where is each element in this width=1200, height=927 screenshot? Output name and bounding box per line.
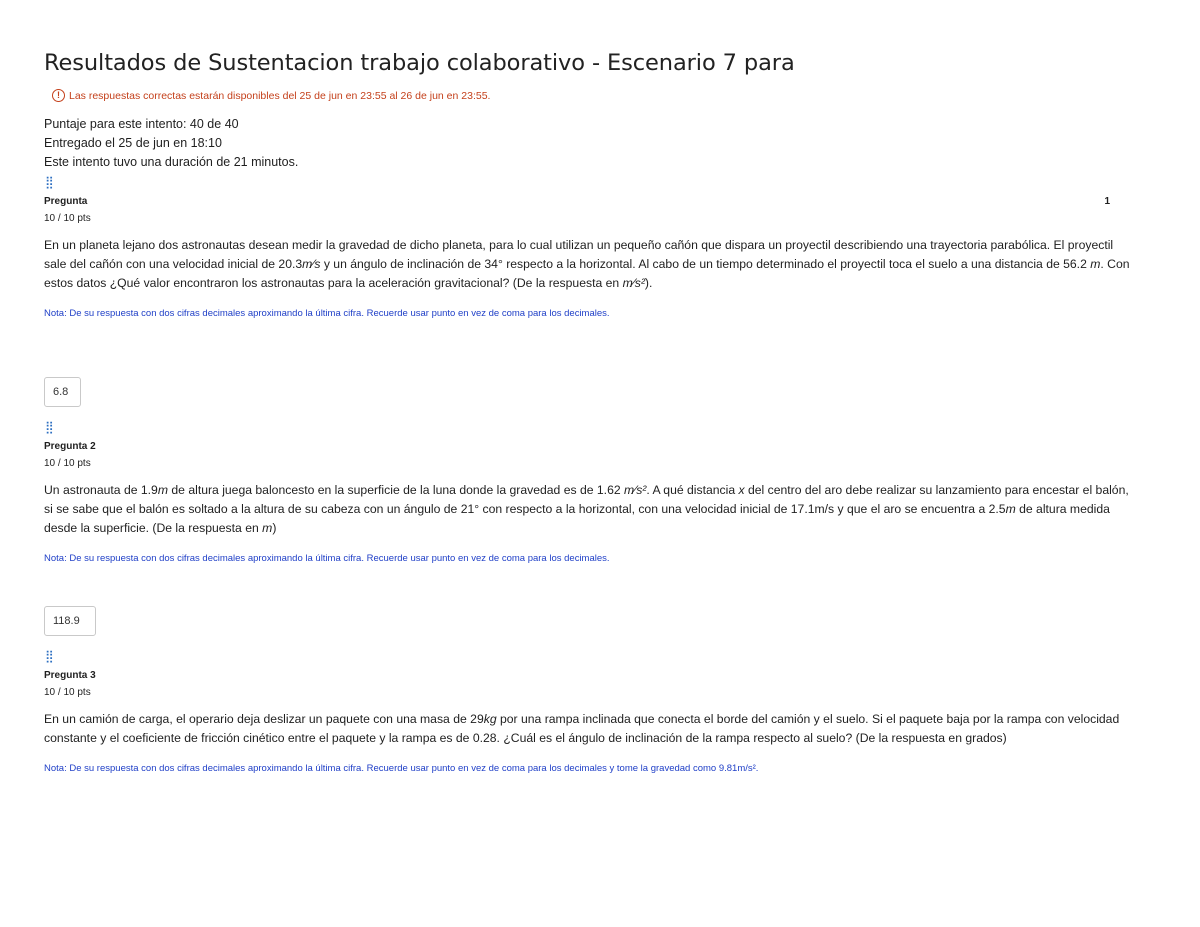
score-text: Puntaje para este intento: 40 de 40	[44, 117, 239, 131]
warning-icon: !	[52, 89, 65, 102]
question-text: En un camión de carga, el operario deja deslizar un paquete con una masa de 29kg por una rampa inclinada que conecta el borde del camión y el suelo. Si el paquete baja por la rampa con velocidad constante y el coeficiente de fricción cinético entre el paquete y la rampa es de 0.28. ¿Cuál es el ángulo de inclinación de la rampa respecto al suelo? (De la respuesta en grados)	[44, 712, 1120, 745]
submitted-text: Entregado el 25 de jun en 18:10	[44, 136, 222, 150]
duration-text: Este intento tuvo una duración de 21 minutos.	[44, 155, 299, 169]
question-points: 10 / 10 pts	[44, 213, 91, 224]
question-number: 1	[1104, 196, 1110, 207]
question-points: 10 / 10 pts	[44, 687, 91, 698]
question-note: Nota: De su respuesta con dos cifras decimales aproximando la última cifra. Recuerde usar punto en vez de coma para los decimales.	[44, 308, 610, 319]
drag-handle-icon[interactable]: ⣿	[45, 175, 53, 189]
question-label: Pregunta 2	[44, 441, 96, 452]
question-text: En un planeta lejano dos astronautas desean medir la gravedad de dicho planeta, para lo cual utilizan un pequeño cañón que dispara un proyectil describiendo una trayectoria parabólica. El proyectil sale del cañón con una velocidad inicial de 20.3m⁄s y un ángulo de inclinación de 34° respecto a la horizontal. Al cabo de un tiempo determinado el proyectil toca el suelo a una distancia de 56.2 m. Con estos datos ¿Qué valor encontraron los astronautas para la aceleración gravitacional? (De la respuesta en m⁄s²).	[44, 238, 1130, 290]
question-label: Pregunta 3	[44, 670, 96, 681]
question-points: 10 / 10 pts	[44, 458, 91, 469]
drag-handle-icon[interactable]: ⣿	[45, 420, 53, 434]
question-label: Pregunta	[44, 196, 88, 207]
answer-field[interactable]: 118.9	[44, 606, 96, 636]
drag-handle-icon[interactable]: ⣿	[45, 649, 53, 663]
answer-field[interactable]: 6.8	[44, 377, 81, 407]
notice-text: Las respuestas correctas estarán disponibles del 25 de jun en 23:55 al 26 de jun en 23:55.	[69, 89, 491, 102]
answers-availability-notice	[52, 89, 490, 102]
question-note: Nota: De su respuesta con dos cifras decimales aproximando la última cifra. Recuerde usar punto en vez de coma para los decimales.	[44, 553, 610, 564]
question-note: Nota: De su respuesta con dos cifras decimales aproximando la última cifra. Recuerde usar punto en vez de coma para los decimales y tome la gravedad como 9.81m/s².	[44, 763, 759, 774]
page-title: Resultados de Sustentacion trabajo colaborativo - Escenario 7 para	[44, 50, 795, 76]
question-text: Un astronauta de 1.9m de altura juega baloncesto en la superficie de la luna donde la gravedad es de 1.62 m⁄s². A qué distancia x del centro del aro debe realizar su lanzamiento para encestar el balón, si se sabe que el balón es soltado a la altura de su cabeza con un ángulo de 21° con respecto a la horizontal, con una velocidad inicial de 17.1m/s y que el aro se encuentra a 2.5m de altura medida desde la superficie. (De la respuesta en m)	[44, 483, 1129, 535]
